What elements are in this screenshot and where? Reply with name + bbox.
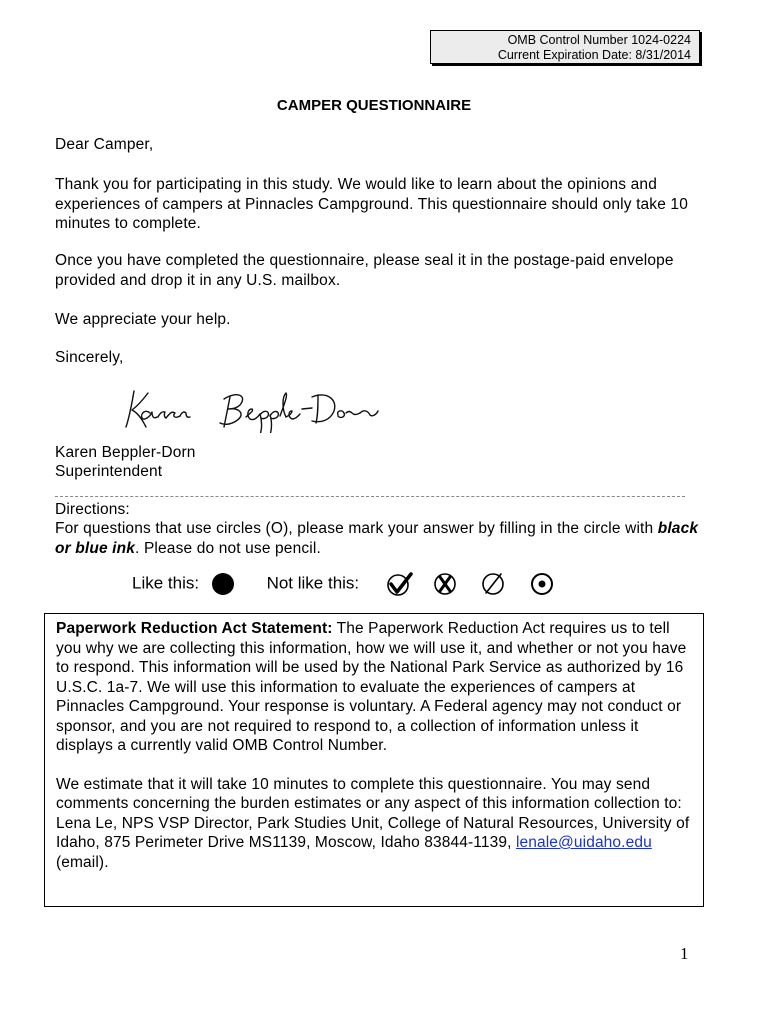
page-title: CAMPER QUESTIONNAIRE [276,97,472,114]
letter-closing: Sincerely, [55,349,124,366]
not-like-this-label: Not like this: [266,573,360,593]
signature-image [120,383,380,433]
filled-circle-icon [210,571,236,597]
letter-paragraph-3: We appreciate your help. [55,311,231,328]
paperwork-heading: Paperwork Reduction Act Statement: [56,620,333,637]
directions-text-start: For questions that use circles (O), please mark your answer by filling in the circle with [55,520,658,537]
paperwork-body: The Paperwork Reduction Act requires us to tell you why we are collecting this information, how we will use it, and whether or not you have to respond. This information will be used by the National Park Service as authorized by 16 U.S.C. 1a-7. We will use this information to evaluate the experiences of campers at Pinnacles Campground. Your response is voluntary. A Federal agency may not conduct or sponsor, and you are not required to respond to, a collection of information unless it displays a currently valid OMB Control Number. [56,620,687,754]
omb-expiration-date: Current Expiration Date: 8/31/2014 [497,48,691,62]
letter-greeting: Dear Camper, [55,136,154,153]
paperwork-statement [56,619,693,756]
page-number: 1 [680,944,689,963]
signer-name: Karen Beppler-Dorn [55,444,196,461]
mark-examples [132,570,556,596]
section-divider [55,496,685,497]
signer-title: Superintendent [55,463,163,480]
like-this-label: Like this: [132,573,200,593]
omb-control-number: OMB Control Number 1024-0224 [507,33,691,47]
burden-estimate-text: We estimate that it will take 10 minutes to complete this questionnaire. You may send comments concerning the burden estimates or any aspect of this information collection to: Lena Le, NPS VSP Director, Park Studies Unit, College of Natural Resources, University of Idaho, 875 Perimeter Drive MS1139, Moscow, Idaho 83844-1139, [56,775,690,851]
letter-paragraph-2: Once you have completed the questionnaire, please seal it in the postage-paid envelope provided and drop it in any U.S. mailbox. [55,252,674,289]
email-suffix: (email). [56,853,109,871]
directions-emphasis: black or blue ink [55,520,699,557]
burden-estimate [56,775,693,873]
x-mark-circle-icon [431,571,459,597]
directions-text [55,519,715,558]
dot-circle-icon [528,571,556,597]
letter-paragraph-1: Thank you for participating in this study. We would like to learn about the opinions and experiences of campers at Pinnacles Campground. This questionnaire should only take 10 minutes to complete. [55,176,688,232]
slash-circle-icon [479,571,507,597]
directions-heading: Directions: [55,501,130,518]
checkmark-circle-icon [386,571,414,597]
directions-text-end: . Please do not use pencil. [135,539,321,557]
paperwork-reduction-box [44,613,704,907]
email-link[interactable]: lenale@uidaho.edu [515,834,652,851]
omb-control-box [430,30,700,64]
